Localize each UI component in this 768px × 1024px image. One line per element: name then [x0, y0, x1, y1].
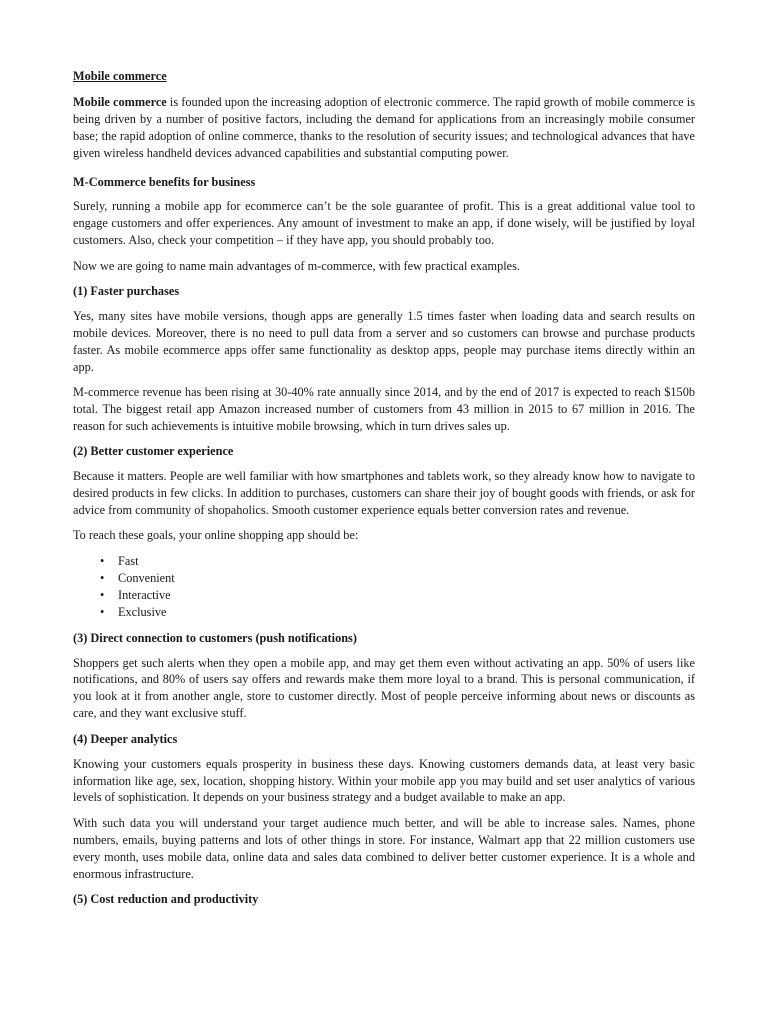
- intro-text: is founded upon the increasing adoption of electronic commerce. The rapid growth of mobile commerce is being driven by a number of positive factors, including the demand for applications from an increasingly mobile consumer base; the rapid adoption of online commerce, thanks to the resolution of security issues; and technological advances that have given wireless handheld devices advanced capabilities and substantial computing power.: [73, 94, 695, 160]
- bullet-marker: •: [100, 588, 105, 603]
- faster-purchases-paragraph-2: M-commerce revenue has been rising at 30-40% rate annually since 2014, and by the end of 2017 is expected to reach $150b total. The biggest retail app Amazon increased number of customers from 43 million in 2015 to 67 million in 2016. The reason for such achievements is intuitive mobile browsing, which in turn drives sales up.: [73, 385, 695, 433]
- document-title: Mobile commerce: [73, 69, 167, 83]
- benefits-heading: M-Commerce benefits for business: [73, 174, 256, 189]
- customer-experience-paragraph-2: To reach these goals, your online shopping app should be:: [73, 528, 359, 543]
- intro-lead: Mobile commerce: [73, 94, 167, 109]
- bullet-marker: •: [100, 553, 105, 568]
- cost-reduction-heading: (5) Cost reduction and productivity: [73, 891, 259, 906]
- list-item: • Convenient: [73, 570, 695, 587]
- deeper-analytics-paragraph-1: Knowing your customers equals prosperity in business these days. Knowing customers demands data, at least very basic information like age, sex, location, shopping history. Within your mobile app you may build and set user analytics of various levels of sophistication. It depends on your business strategy and a budget available to make an app.: [73, 756, 695, 805]
- push-notifications-heading: (3) Direct connection to customers (push notifications): [73, 630, 357, 645]
- customer-experience-heading: (2) Better customer experience: [73, 444, 234, 459]
- faster-purchases-paragraph-1: Yes, many sites have mobile versions, though apps are generally 1.5 times faster when loading data and search results on mobile devices. Moreover, there is no need to pull data from a server and so customers can browse and purchase products faster. As mobile ecommerce apps offer same functionality as desktop apps, people may purchase items directly within an app.: [73, 308, 695, 374]
- list-item: • Fast: [73, 553, 695, 570]
- intro-paragraph: [73, 94, 695, 162]
- push-notifications-paragraph-1: Shoppers get such alerts when they open a mobile app, and may get them even without activating an app. 50% of users like notifications, and 80% of users say offers and rewards make them more loyal to a brand. This is personal communication, if you look at it from another angle, store to customer directly. Most of people perceive informing about news or discounts as care, and they want exclusive stuff.: [73, 655, 695, 721]
- customer-experience-paragraph-1: Because it matters. People are well familiar with how smartphones and tablets work, so they already know how to navigate to desired products in few clicks. In addition to purchases, customers can share their joy of bought goods with friends, or ask for advice from community of shopaholics. Smooth customer experience equals better conversion rates and revenue.: [73, 469, 695, 518]
- deeper-analytics-heading: (4) Deeper analytics: [73, 731, 178, 746]
- faster-purchases-heading: (1) Faster purchases: [73, 284, 180, 299]
- deeper-analytics-paragraph-2: With such data you will understand your target audience much better, and will be able to increase sales. Names, phone numbers, emails, buying patterns and lots of other things in store. For instance, Walmart app that 22 million customers use every month, uses mobile data, online data and sales data combined to deliver better customer experience. It is a whole and enormous infrastructure.: [73, 815, 695, 881]
- bullet-marker: •: [100, 571, 105, 586]
- document-page: [73, 68, 695, 916]
- list-item: • Exclusive: [73, 604, 695, 621]
- list-item: • Interactive: [73, 587, 695, 604]
- bullet-marker: •: [100, 605, 105, 620]
- benefits-paragraph-2: Now we are going to name main advantages of m-commerce, with few practical examples.: [73, 258, 520, 273]
- benefits-paragraph-1: Surely, running a mobile app for ecommerce can’t be the sole guarantee of profit. This is a great additional value tool to engage customers and offer experiences. Any amount of investment to make an app, if done wisely, will be justified by loyal customers. Also, check your competition – if they have app, you should probably too.: [73, 199, 695, 248]
- app-qualities-list: [73, 553, 695, 622]
